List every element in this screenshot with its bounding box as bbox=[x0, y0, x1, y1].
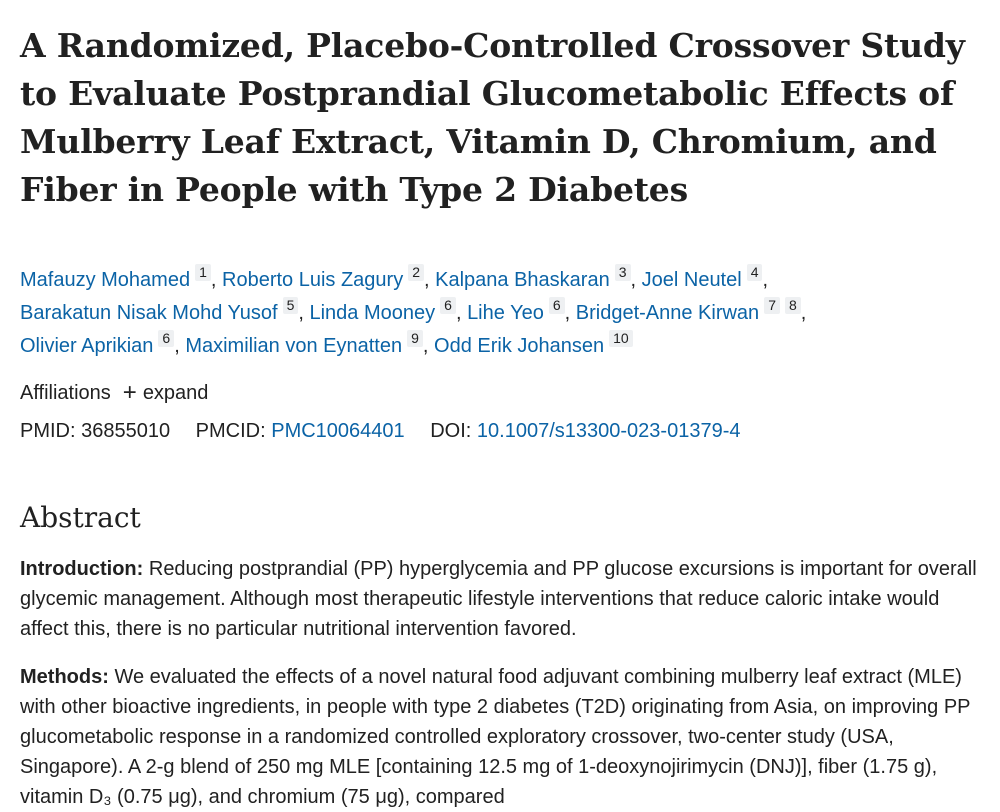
author-separator: , bbox=[455, 302, 462, 324]
pmcid-link[interactable]: PMC10064401 bbox=[271, 420, 405, 442]
author-link[interactable]: Bridget-Anne Kirwan bbox=[575, 302, 760, 324]
author-link[interactable]: Maximilian von Eynatten bbox=[185, 335, 403, 357]
abstract-heading: Abstract bbox=[20, 501, 141, 534]
abstract-methods bbox=[20, 662, 990, 812]
pmid-label: PMID: bbox=[20, 420, 76, 442]
affiliation-number[interactable]: 6 bbox=[549, 297, 565, 314]
pmid-value: 36855010 bbox=[81, 420, 171, 442]
affiliation-number[interactable]: 3 bbox=[615, 264, 631, 281]
author-entry bbox=[641, 264, 769, 291]
author-entry bbox=[435, 264, 637, 291]
author-entry bbox=[434, 330, 633, 357]
affiliation-number[interactable]: 6 bbox=[440, 297, 456, 314]
methods-label: Methods: bbox=[20, 666, 109, 688]
title-line: Fiber in People with Type 2 Diabetes bbox=[20, 170, 688, 209]
author-entry bbox=[222, 264, 430, 291]
author-entry bbox=[467, 297, 571, 324]
author-entry bbox=[20, 297, 304, 324]
author-link[interactable]: Linda Mooney bbox=[309, 302, 436, 324]
author-separator: , bbox=[762, 269, 769, 291]
author-link[interactable]: Odd Erik Johansen bbox=[434, 335, 605, 357]
affiliation-number[interactable]: 6 bbox=[158, 330, 174, 347]
author-link[interactable]: Olivier Aprikian bbox=[20, 335, 154, 357]
affiliation-number[interactable]: 7 bbox=[764, 297, 780, 314]
author-link[interactable]: Barakatun Nisak Mohd Yusof bbox=[20, 302, 278, 324]
affiliation-number[interactable]: 9 bbox=[407, 330, 423, 347]
article-content bbox=[20, 22, 990, 812]
introduction-label: Introduction: bbox=[20, 558, 144, 580]
author-link[interactable]: Kalpana Bhaskaran bbox=[435, 269, 610, 291]
author-link[interactable]: Lihe Yeo bbox=[467, 302, 544, 324]
author-entry bbox=[185, 330, 429, 357]
pmcid-label: PMCID: bbox=[195, 420, 266, 442]
author-separator: , bbox=[298, 302, 304, 324]
author-separator: , bbox=[564, 302, 571, 324]
methods-text: We evaluated the effects of a novel natural food adjuvant combining mulberry leaf extract (MLE) with other bioactive ingredients, in people with type 2 diabetes (T2D) originating from Asia, on improving PP glucometabolic response in a randomized controlled exploratory crossover, two-center study (USA, Singapore). A 2-g blend of 250 mg MLE [containing 12.5 mg of 1-deoxynojirimycin (DNJ)], fiber (1.75 g), vitamin D₃ (0.75 μg), and chromium (75 μg), compared bbox=[20, 666, 971, 808]
title-line: to Evaluate Postprandial Glucometabolic Effects of bbox=[20, 74, 954, 113]
author-separator: , bbox=[424, 269, 430, 291]
author-entry bbox=[575, 297, 807, 324]
doi-label: DOI: bbox=[430, 420, 472, 442]
affiliation-number[interactable]: 5 bbox=[283, 297, 299, 314]
author-separator: , bbox=[800, 302, 807, 324]
author-entry bbox=[20, 264, 217, 291]
title-line: A Randomized, Placebo-Controlled Crossover Study bbox=[20, 26, 965, 65]
affiliation-number[interactable]: 8 bbox=[785, 297, 801, 314]
affiliations-row bbox=[20, 378, 990, 408]
author-entry bbox=[20, 330, 180, 357]
article-identifiers bbox=[20, 416, 990, 446]
abstract-introduction bbox=[20, 554, 990, 644]
introduction-text: Reducing postprandial (PP) hyperglycemia and PP glucose excursions is important for overall glycemic management. Although most therapeutic lifestyle interventions that reduce caloric intake would affect this, there is no particular nutritional intervention favored. bbox=[20, 558, 977, 640]
doi-link[interactable]: 10.1007/s13300-023-01379-4 bbox=[476, 420, 741, 442]
author-link[interactable]: Roberto Luis Zagury bbox=[222, 269, 404, 291]
affiliation-number[interactable]: 1 bbox=[195, 264, 211, 281]
affiliation-number[interactable]: 4 bbox=[747, 264, 763, 281]
author-entry bbox=[309, 297, 462, 324]
author-separator: , bbox=[630, 269, 637, 291]
affiliations-label: Affiliations bbox=[20, 382, 111, 404]
title-line: Mulberry Leaf Extract, Vitamin D, Chromium, and bbox=[20, 122, 937, 161]
authors-list bbox=[20, 264, 920, 363]
affiliation-number[interactable]: 10 bbox=[609, 330, 633, 347]
plus-icon[interactable]: + bbox=[122, 379, 137, 406]
author-separator: , bbox=[174, 335, 180, 357]
author-separator: , bbox=[422, 335, 429, 357]
affiliation-number[interactable]: 2 bbox=[408, 264, 424, 281]
author-link[interactable]: Joel Neutel bbox=[641, 269, 742, 291]
expand-affiliations-button[interactable]: expand bbox=[142, 382, 209, 404]
author-link[interactable]: Mafauzy Mohamed bbox=[20, 269, 191, 291]
article-title bbox=[20, 22, 990, 214]
author-separator: , bbox=[210, 269, 217, 291]
